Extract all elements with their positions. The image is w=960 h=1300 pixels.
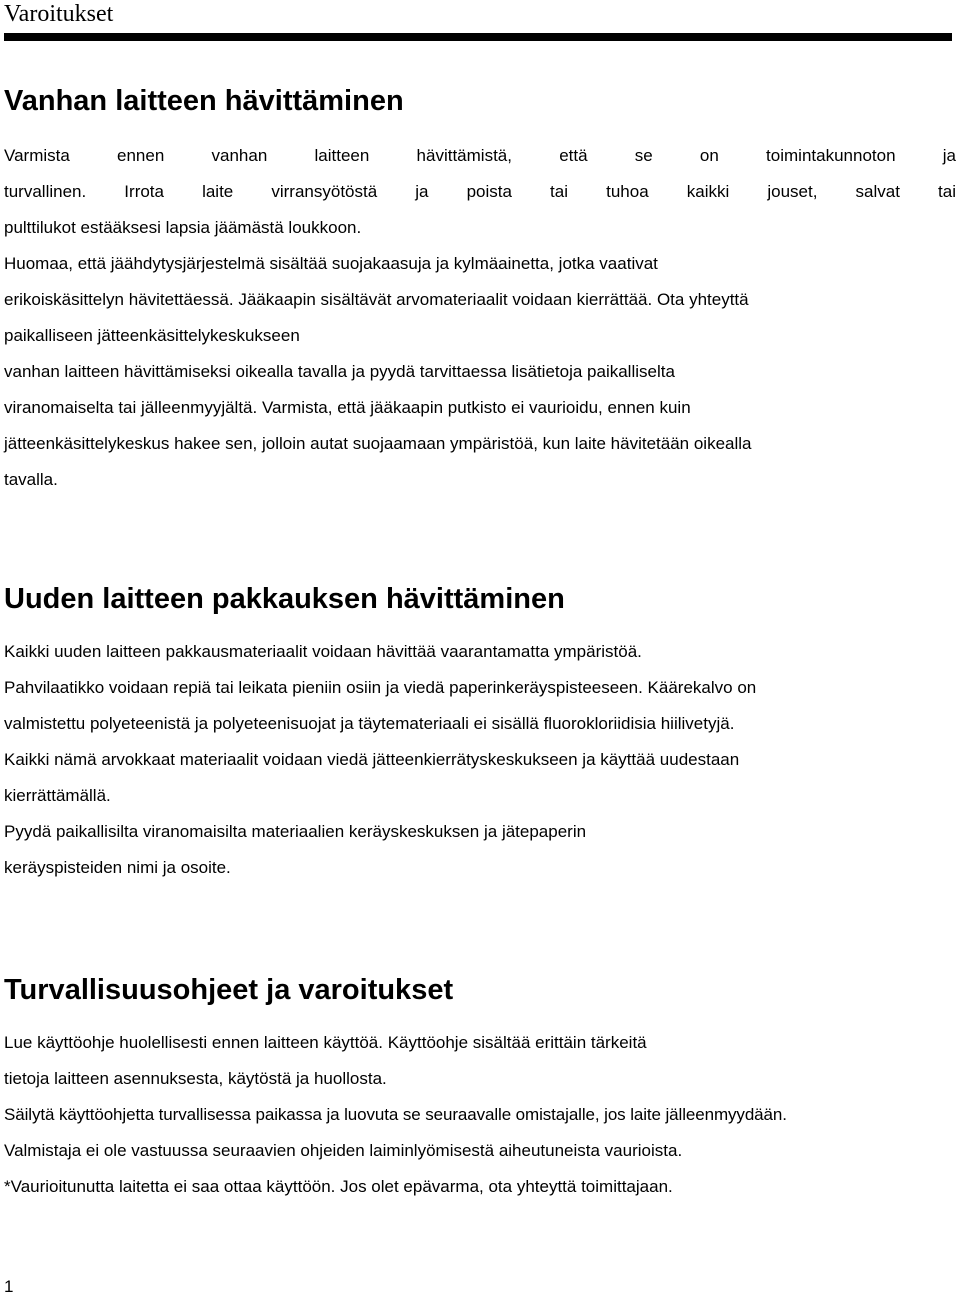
section-safety-instructions — [4, 973, 956, 1007]
section-heading: Turvallisuusohjeet ja varoitukset — [4, 974, 454, 1006]
section-body — [4, 634, 956, 886]
body-line: viranomaiselta tai jälleenmyyjältä. Varmista, että jääkaapin putkisto ei vaurioidu, ennen kuin — [4, 398, 691, 417]
body-line: pulttilukot estääksesi lapsia jäämästä loukkoon. — [4, 218, 362, 237]
section-disposal-old-appliance — [4, 84, 956, 118]
body-line: erikoiskäsittelyn hävitettäessä. Jääkaapin sisältävät arvomateriaalit voidaan kierrättää. Ota yhteyttä — [4, 290, 749, 309]
body-line: Pahvilaatikko voidaan repiä tai leikata pieniin osiin ja viedä paperinkeräyspisteeseen. Käärekalvo on — [4, 678, 757, 697]
header-title: Varoitukset — [4, 1, 114, 27]
section-heading: Uuden laitteen pakkauksen hävittäminen — [4, 583, 565, 615]
body-line: jätteenkäsittelykeskus hakee sen, jolloin autat suojaamaan ympäristöä, kun laite hävitetään oikealla — [4, 434, 752, 453]
body-line: Kaikki uuden laitteen pakkausmateriaalit voidaan hävittää vaarantamatta ympäristöä. — [4, 642, 642, 661]
body-line: Valmistaja ei ole vastuussa seuraavien ohjeiden laiminlyömisestä aiheutuneista vaurioista. — [4, 1141, 683, 1160]
body-line: vanhan laitteen hävittämiseksi oikealla tavalla ja pyydä tarvittaessa lisätietoja paikalliselta — [4, 362, 675, 381]
section-heading: Vanhan laitteen hävittäminen — [4, 85, 404, 117]
body-line: Pyydä paikallisilta viranomaisilta materiaalien keräyskeskuksen ja jätepaperin — [4, 822, 587, 841]
body-line: tavalla. — [4, 470, 58, 489]
body-line: valmistettu polyeteenistä ja polyeteenisuojat ja täytemateriaali ei sisällä fluorokloriidisia hiilivetyjä. — [4, 714, 735, 733]
body-line: Kaikki nämä arvokkaat materiaalit voidaan viedä jätteenkierrätyskeskukseen ja käyttää uudestaan — [4, 750, 740, 769]
body-line: Lue käyttöohje huolellisesti ennen laitteen käyttöä. Käyttöohje sisältää erittäin tärkeitä — [4, 1033, 647, 1052]
body-line: Säilytä käyttöohjetta turvallisessa paikassa ja luovuta se seuraavalle omistajalle, jos laite jälleenmyydään. — [4, 1105, 787, 1124]
body-line: turvallinen. Irrota laite virransyötöstä ja poista tai tuhoa kaikki jouset, salvat tai — [4, 182, 956, 201]
body-line: tietoja laitteen asennuksesta, käytöstä ja huollosta. — [4, 1069, 387, 1088]
section-body — [4, 1025, 956, 1205]
body-line: Varmista ennen vanhan laitteen hävittämistä, että se on toimintakunnoton ja — [4, 146, 956, 165]
body-line: kierrättämällä. — [4, 786, 111, 805]
body-line: keräyspisteiden nimi ja osoite. — [4, 858, 231, 877]
body-line: paikalliseen jätteenkäsittelykeskukseen — [4, 326, 300, 345]
page-number: 1 — [4, 1277, 14, 1296]
header-rule — [4, 33, 952, 41]
section-disposal-packaging — [4, 582, 956, 616]
section-body — [4, 138, 956, 498]
body-line: *Vaurioitunutta laitetta ei saa ottaa käyttöön. Jos olet epävarma, ota yhteyttä toimittajaan. — [4, 1177, 673, 1196]
body-line: Huomaa, että jäähdytysjärjestelmä sisältää suojakaasuja ja kylmäainetta, jotka vaativat — [4, 254, 658, 273]
